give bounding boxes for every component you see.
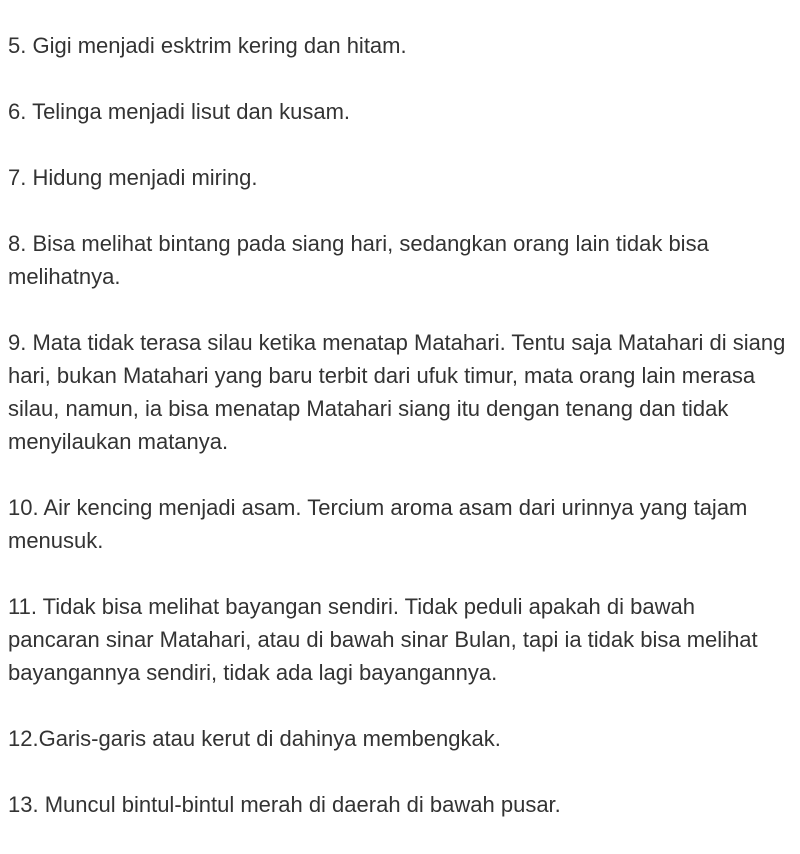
list-item: 5. Gigi menjadi esktrim kering dan hitam.	[8, 33, 407, 58]
list-item: 8. Bisa melihat bintang pada siang hari, sedangkan orang lain tidak bisa melihatnya.	[8, 231, 709, 289]
list-item: 13. Muncul bintul-bintul merah di daerah di bawah pusar.	[8, 792, 561, 817]
list-item: 12.Garis-garis atau kerut di dahinya membengkak.	[8, 726, 501, 751]
list-item: 9. Mata tidak terasa silau ketika menatap Matahari. Tentu saja Matahari di siang hari, bukan Matahari yang baru terbit dari ufuk timur, mata orang lain merasa silau, namun, ia bisa menatap Matahari siang itu dengan tenang dan tidak menyilaukan matanya.	[8, 330, 786, 454]
list-item: 6. Telinga menjadi lisut dan kusam.	[8, 99, 351, 124]
article-body	[8, 29, 792, 854]
list-item: 7. Hidung menjadi miring.	[8, 165, 258, 190]
list-item: 10. Air kencing menjadi asam. Tercium aroma asam dari urinnya yang tajam menusuk.	[8, 495, 748, 553]
list-item: 11. Tidak bisa melihat bayangan sendiri. Tidak peduli apakah di bawah pancaran sinar Matahari, atau di bawah sinar Bulan, tapi ia tidak bisa melihat bayangannya sendiri, tidak ada lagi bayangannya.	[8, 594, 758, 685]
